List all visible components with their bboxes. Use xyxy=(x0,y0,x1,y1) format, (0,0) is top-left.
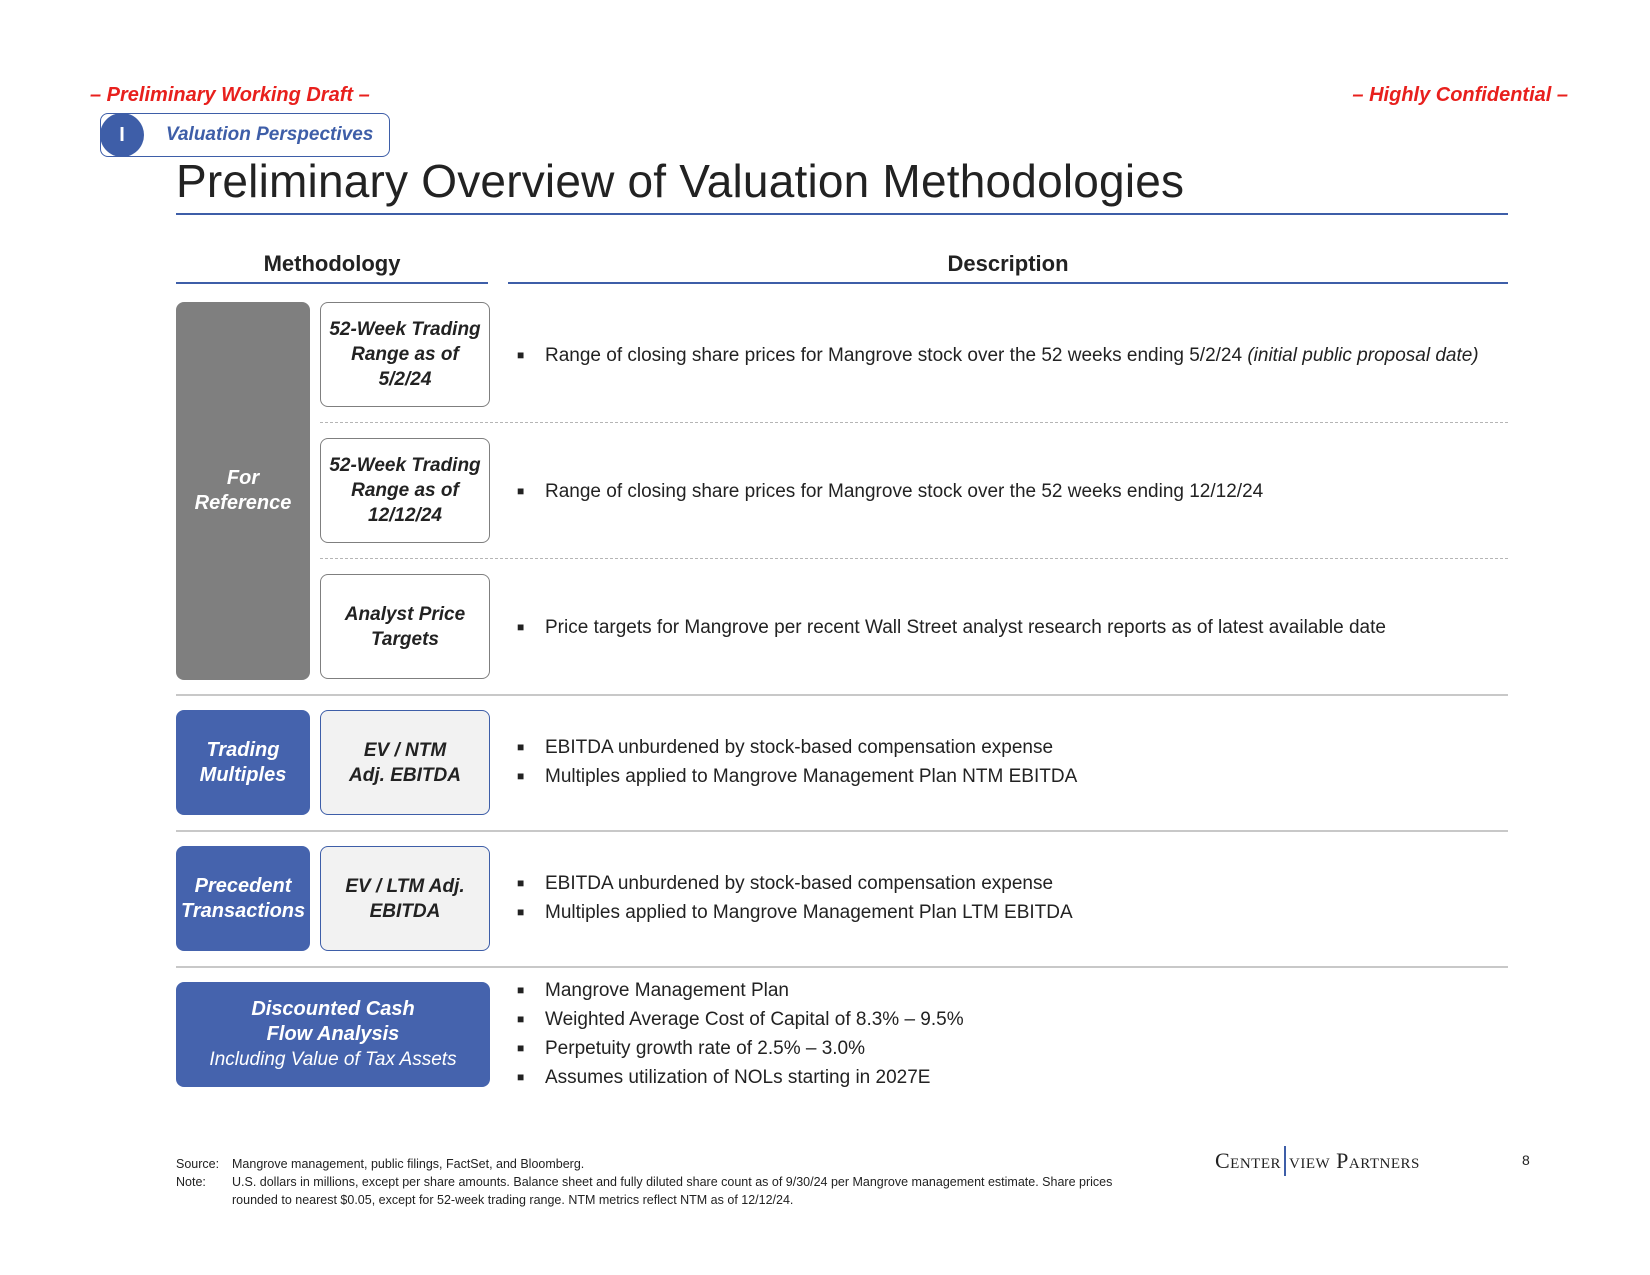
description-precedent-transactions xyxy=(515,869,1073,927)
description-text: Weighted Average Cost of Capital of 8.3% – 9.5% xyxy=(545,1009,964,1030)
list-item xyxy=(515,341,1479,370)
method-label: EV / NTM Adj. EBITDA xyxy=(349,739,461,786)
row-divider xyxy=(176,694,1508,696)
category-label: Trading Multiples xyxy=(199,738,287,786)
methodology-header: Methodology xyxy=(263,251,401,276)
description-text: Multiples applied to Mangrove Management Plan NTM EBITDA xyxy=(545,766,1078,787)
category-trading-multiples xyxy=(176,710,310,815)
description-text: Range of closing share prices for Mangrove stock over the 52 weeks ending 12/12/24 xyxy=(545,481,1264,502)
bullet-icon: ■ xyxy=(517,484,525,498)
row-divider-dashed xyxy=(320,422,1508,423)
method-label: EV / LTM Adj. EBITDA xyxy=(345,875,465,922)
description-discounted-cash-flow xyxy=(515,976,964,1092)
row-divider-dashed xyxy=(320,558,1508,559)
bullet-icon: ■ xyxy=(517,620,525,634)
description-note: (initial public proposal date) xyxy=(1247,345,1479,366)
category-label: Precedent Transactions xyxy=(181,874,306,922)
list-item xyxy=(515,613,1386,642)
bullet-icon: ■ xyxy=(517,348,525,362)
bullet-icon: ■ xyxy=(517,876,525,890)
note-text-line1: U.S. dollars in millions, except per share amounts. Balance sheet and fully diluted share count as of 9/30/24 per Mangrove management estimate. Share prices xyxy=(232,1175,1113,1189)
description-text: EBITDA unburdened by stock-based compensation expense xyxy=(545,873,1054,894)
title-divider xyxy=(176,213,1508,215)
list-item xyxy=(515,762,1077,791)
description-text: Multiples applied to Mangrove Management Plan LTM EBITDA xyxy=(545,902,1073,923)
section-label: Valuation Perspectives xyxy=(166,124,374,145)
method-label: 52-Week Trading Range as of 12/12/24 xyxy=(329,455,481,526)
page-title: Preliminary Overview of Valuation Methodologies xyxy=(176,155,1185,207)
section-number-badge: I xyxy=(100,113,144,157)
bullet-icon: ■ xyxy=(517,740,525,754)
description-text: Mangrove Management Plan xyxy=(545,980,789,1001)
description-analyst-price-targets xyxy=(515,613,1386,642)
method-analyst-price-targets xyxy=(320,574,490,679)
footnotes xyxy=(176,1155,1112,1209)
page-number: 8 xyxy=(1522,1152,1530,1168)
list-item xyxy=(515,1005,964,1034)
description-header-rule xyxy=(508,282,1508,284)
list-item xyxy=(515,1063,964,1092)
method-52wk-range-5-2-24 xyxy=(320,302,490,407)
confidential-banner: – Highly Confidential – xyxy=(1352,84,1568,106)
centerview-logo xyxy=(1215,1146,1420,1176)
description-trading-multiples xyxy=(515,733,1077,791)
description-text: EBITDA unburdened by stock-based compensation expense xyxy=(545,737,1054,758)
list-item xyxy=(515,976,964,1005)
category-label: For Reference xyxy=(194,467,292,514)
bullet-icon: ■ xyxy=(517,905,525,919)
bullet-icon: ■ xyxy=(517,769,525,783)
row-divider xyxy=(176,830,1508,832)
method-52wk-range-12-12-24 xyxy=(320,438,490,543)
description-52wk-range-5-2-24 xyxy=(515,341,1479,370)
description-text: Price targets for Mangrove per recent Wall Street analyst research reports as of latest available date xyxy=(545,617,1386,638)
category-precedent-transactions xyxy=(176,846,310,951)
methodology-header-rule xyxy=(176,282,488,284)
logo-text-right: view Partners xyxy=(1289,1148,1420,1173)
description-text: Range of closing share prices for Mangrove stock over the 52 weeks ending 5/2/24 xyxy=(545,345,1243,366)
list-item xyxy=(515,1034,964,1063)
source-text: Mangrove management, public filings, FactSet, and Bloomberg. xyxy=(232,1157,585,1171)
logo-divider xyxy=(1284,1146,1286,1176)
note-text-line2: rounded to nearest $0.05, except for 52-week trading range. NTM metrics reflect NTM as of 12/12/24. xyxy=(232,1193,794,1207)
list-item xyxy=(515,869,1073,898)
bullet-icon: ■ xyxy=(517,1041,525,1055)
logo-text-left: Center xyxy=(1215,1148,1281,1173)
source-label: Source: xyxy=(176,1157,220,1171)
method-ev-ltm-adj-ebitda xyxy=(320,846,490,951)
bullet-icon: ■ xyxy=(517,983,525,997)
method-ev-ntm-adj-ebitda xyxy=(320,710,490,815)
bullet-icon: ■ xyxy=(517,1070,525,1084)
row-divider xyxy=(176,966,1508,968)
category-discounted-cash-flow xyxy=(176,982,490,1087)
category-for-reference xyxy=(176,302,310,680)
bullet-icon: ■ xyxy=(517,1012,525,1026)
method-label: 52-Week Trading Range as of 5/2/24 xyxy=(329,319,481,390)
description-header: Description xyxy=(947,251,1069,276)
method-label: Analyst Price Targets xyxy=(344,603,466,650)
description-52wk-range-12-12-24 xyxy=(515,477,1263,506)
note-label: Note: xyxy=(176,1175,206,1189)
list-item xyxy=(515,733,1077,762)
category-label: Discounted Cash Flow Analysis xyxy=(251,998,415,1045)
list-item xyxy=(515,898,1073,927)
description-text: Assumes utilization of NOLs starting in 2027E xyxy=(545,1067,931,1088)
list-item xyxy=(515,477,1263,506)
description-text: Perpetuity growth rate of 2.5% – 3.0% xyxy=(545,1038,866,1059)
category-sublabel: Including Value of Tax Assets xyxy=(209,1049,457,1070)
draft-banner: – Preliminary Working Draft – xyxy=(90,84,370,106)
